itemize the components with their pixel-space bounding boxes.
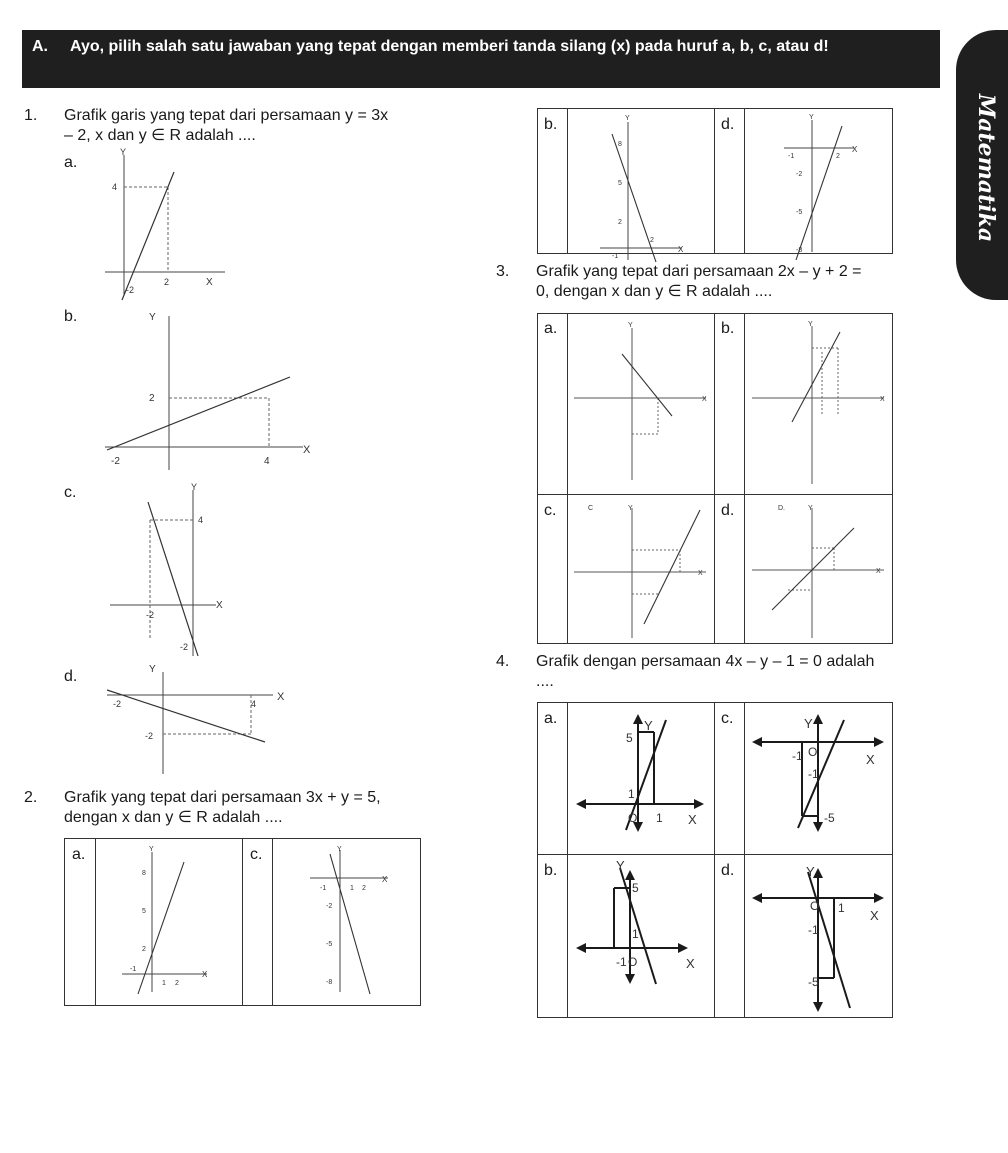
axis-x-label: X xyxy=(852,145,858,154)
tick-5: 5 xyxy=(626,731,633,745)
origin-label: O xyxy=(810,899,820,913)
graph-q3-a xyxy=(570,318,712,490)
tick-minus-2: -2 xyxy=(326,903,333,910)
axis-x-label: X xyxy=(698,570,703,577)
table-divider xyxy=(95,838,96,1006)
axis-x-label: X xyxy=(206,277,213,288)
tick-minus-2: -2 xyxy=(126,285,135,295)
option-label-a[interactable]: a. xyxy=(72,846,86,863)
graph-q2-b xyxy=(590,112,700,260)
option-label-b[interactable]: b. xyxy=(64,308,78,325)
axis-y-label: Y xyxy=(149,664,156,675)
graph-q4-c xyxy=(752,712,888,832)
table-divider xyxy=(567,108,568,254)
question-4 xyxy=(496,652,956,694)
axis-y-label: Y xyxy=(809,114,814,121)
tick-minus-1: -1 xyxy=(130,966,137,973)
axis-y-label: Y xyxy=(120,147,127,157)
tick-minus-1: -1 xyxy=(788,153,795,160)
question-1 xyxy=(24,106,494,148)
tick-2: 2 xyxy=(836,153,840,160)
graph-q1-a xyxy=(100,145,230,300)
tick-minus-2: -2 xyxy=(111,456,120,467)
tick-4: 4 xyxy=(112,182,118,192)
option-label-a[interactable]: a. xyxy=(544,710,558,727)
origin-label: O xyxy=(808,745,818,759)
tick-4: 4 xyxy=(251,699,257,709)
option-label-b[interactable]: b. xyxy=(544,116,558,133)
tick-2: 2 xyxy=(149,393,155,404)
table-divider xyxy=(242,838,243,1006)
tick-2-x: 2 xyxy=(175,980,179,987)
tick-1: 1 xyxy=(838,901,845,915)
origin-label: O xyxy=(628,811,638,825)
question-2 xyxy=(24,788,494,830)
graph-q1-d xyxy=(105,662,295,777)
graph-q2-d xyxy=(780,112,880,252)
graph-q1-c xyxy=(108,480,238,658)
tick-minus-8: -8 xyxy=(326,979,333,986)
axis-x-label: X xyxy=(303,444,311,456)
option-label-d[interactable]: d. xyxy=(721,116,735,133)
tick-minus-2-y: -2 xyxy=(180,642,189,652)
question-number: 1. xyxy=(24,107,38,124)
axis-y-label: Y xyxy=(804,716,813,731)
option-label-c[interactable]: c. xyxy=(64,484,77,501)
option-label-b[interactable]: b. xyxy=(544,862,558,879)
tick-minus-2: -2 xyxy=(146,610,155,620)
tick-5: 5 xyxy=(142,908,146,915)
graph-q2-c xyxy=(300,842,400,1000)
tick-minus-8: -8 xyxy=(796,247,803,254)
axis-x-label: X xyxy=(686,956,695,971)
graph-q3-b xyxy=(748,318,890,490)
tick-minus-5: -5 xyxy=(824,811,835,825)
option-label-c[interactable]: c. xyxy=(250,846,263,863)
axis-y-label: Y xyxy=(149,846,154,853)
tick-4: 4 xyxy=(198,515,204,525)
option-label-c[interactable]: c. xyxy=(721,710,734,727)
graph-q3-d xyxy=(748,498,890,642)
tick-minus-2: -2 xyxy=(113,699,122,709)
axis-y-label: Y xyxy=(628,322,633,329)
tick-minus-1-y: -1 xyxy=(808,767,819,781)
axis-y-label: Y xyxy=(806,864,815,879)
axis-y-label: Y xyxy=(625,115,630,122)
table-divider xyxy=(714,702,715,1018)
tick-minus-1: -1 xyxy=(616,955,627,969)
axis-y-label: Y xyxy=(337,846,342,853)
graph-q4-d xyxy=(752,860,888,1012)
tick-minus-1: -1 xyxy=(792,749,803,763)
graph-q4-b xyxy=(576,860,710,1010)
tick-2: 2 xyxy=(618,219,622,226)
axis-y-label: Y xyxy=(149,312,156,323)
axis-y-label: Y xyxy=(808,321,813,328)
axis-x-label: X xyxy=(688,812,697,827)
option-label-a[interactable]: a. xyxy=(64,154,78,171)
graph-letter: D. xyxy=(778,505,785,512)
question-text-line2: – 2, x dan y ∈ R adalah .... xyxy=(64,127,256,144)
table-divider xyxy=(744,108,745,254)
tick-5: 5 xyxy=(618,180,622,187)
graph-q1-b xyxy=(105,308,315,473)
graph-q4-a xyxy=(576,712,710,832)
tick-minus-2-y: -2 xyxy=(145,731,154,741)
axis-x-label: X xyxy=(678,245,684,254)
question-3 xyxy=(496,262,956,304)
table-divider xyxy=(714,108,715,254)
tick-2: 2 xyxy=(142,946,146,953)
axis-y-label: Y xyxy=(808,505,813,512)
tick-minus-5: -5 xyxy=(326,941,333,948)
question-number: 4. xyxy=(496,653,510,670)
tick-2-x: 2 xyxy=(650,237,654,244)
question-text-line2: .... xyxy=(536,673,554,690)
axis-y-label: Y xyxy=(628,505,633,512)
question-text-line2: 0, dengan x dan y ∈ R adalah .... xyxy=(536,283,773,300)
table-divider xyxy=(272,838,273,1006)
axis-y-label: Y xyxy=(616,858,625,873)
tick-1: 1 xyxy=(162,980,166,987)
tick-5: 5 xyxy=(632,881,639,895)
tick-minus-1: -1 xyxy=(320,885,327,892)
option-label-d[interactable]: d. xyxy=(721,862,735,879)
table-divider xyxy=(537,494,893,495)
option-label-b[interactable]: b. xyxy=(721,320,735,337)
subject-side-tab xyxy=(956,30,1008,300)
question-number: 2. xyxy=(24,789,38,806)
tick-minus-1: -1 xyxy=(808,923,819,937)
section-banner xyxy=(22,30,940,88)
axis-y-label: Y xyxy=(644,718,653,733)
option-label-c[interactable]: c. xyxy=(544,502,557,519)
tick-minus-2: -2 xyxy=(796,171,803,178)
section-instruction: Ayo, pilih salah satu jawaban yang tepat dengan memberi tanda silang (x) pada huruf a, b, c, atau d! xyxy=(70,38,829,55)
axis-x-label: X xyxy=(277,691,285,703)
question-text-line2: dengan x dan y ∈ R adalah .... xyxy=(64,809,283,826)
axis-x-label: X xyxy=(876,568,881,575)
tick-2: 2 xyxy=(164,277,170,287)
option-label-d[interactable]: d. xyxy=(64,668,78,685)
question-text-line1: Grafik garis yang tepat dari persamaan y = 3x xyxy=(64,107,389,124)
axis-x-label: X xyxy=(880,396,885,403)
table-divider xyxy=(714,313,715,644)
table-divider xyxy=(537,854,893,855)
table-divider xyxy=(567,702,568,1018)
axis-x-label: X xyxy=(216,600,223,611)
option-label-a[interactable]: a. xyxy=(544,320,558,337)
question-text-line1: Grafik yang tepat dari persamaan 3x + y = 5, xyxy=(64,789,381,806)
tick-1: 1 xyxy=(632,927,639,941)
tick-1: 1 xyxy=(628,787,635,801)
section-number: A. xyxy=(32,38,48,55)
tick-8: 8 xyxy=(142,870,146,877)
option-label-d[interactable]: d. xyxy=(721,502,735,519)
origin-label: O xyxy=(628,955,638,969)
axis-x-label: X xyxy=(866,752,875,767)
axis-x-label: X xyxy=(870,908,879,923)
question-number: 3. xyxy=(496,263,510,280)
axis-x-label: X xyxy=(202,970,208,979)
tick-2: 2 xyxy=(362,885,366,892)
table-divider xyxy=(744,702,745,1018)
graph-q2-a xyxy=(112,842,222,1000)
tick-8: 8 xyxy=(618,141,622,148)
tick-1-x: 1 xyxy=(656,811,663,825)
table-divider xyxy=(744,313,745,644)
axis-y-label: Y xyxy=(191,482,198,492)
tick-minus-1: -1 xyxy=(612,253,619,260)
question-text-line1: Grafik dengan persamaan 4x – y – 1 = 0 adalah xyxy=(536,653,875,670)
table-divider xyxy=(567,313,568,644)
axis-x-label: X xyxy=(382,875,388,884)
graph-q3-c xyxy=(570,498,712,642)
tick-minus-5: -5 xyxy=(796,209,803,216)
tick-1: 1 xyxy=(350,885,354,892)
axis-x-label: X xyxy=(702,396,707,403)
question-text-line1: Grafik yang tepat dari persamaan 2x – y + 2 = xyxy=(536,263,862,280)
graph-letter: C xyxy=(588,505,594,512)
tick-minus-5: -5 xyxy=(808,975,819,989)
tick-4: 4 xyxy=(264,456,270,467)
subject-label: Matematika xyxy=(973,93,999,243)
